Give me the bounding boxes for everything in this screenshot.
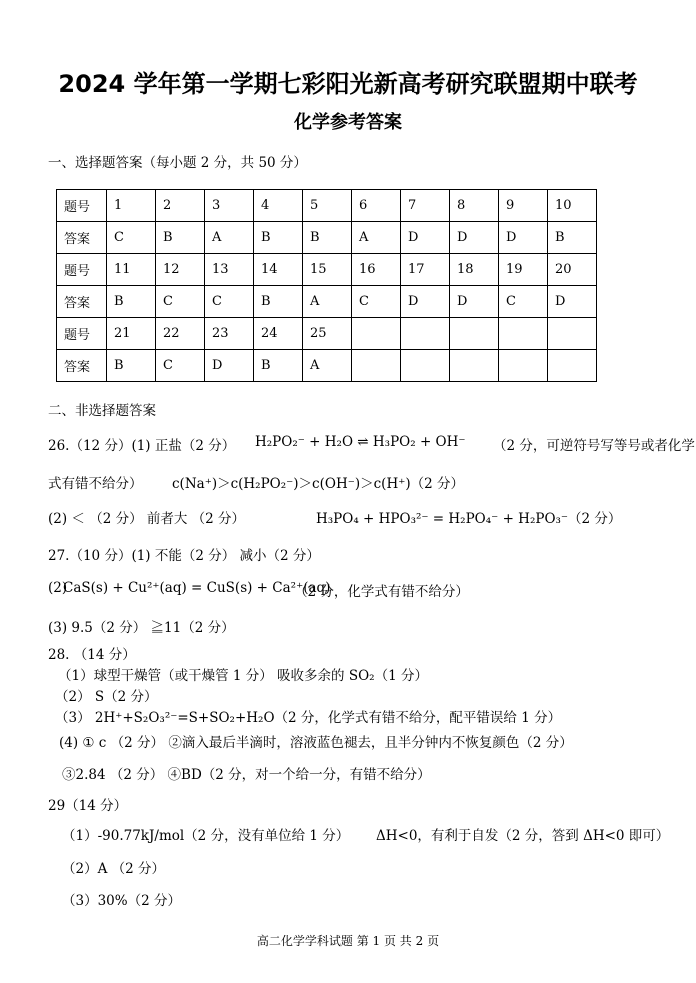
- q29-part2: （2）A （2 分）: [62, 861, 166, 877]
- table-cell: B: [107, 350, 156, 382]
- table-row-label: 题号: [57, 318, 107, 350]
- table-row: [57, 254, 597, 286]
- table-cell: [401, 350, 450, 382]
- table-row: [57, 222, 597, 254]
- table-cell: B: [107, 286, 156, 318]
- table-cell: [450, 318, 499, 350]
- q27-line2-note: （2 分，化学式有错不给分）: [294, 584, 469, 600]
- table-cell: 15: [303, 254, 352, 286]
- table-cell: 21: [107, 318, 156, 350]
- q26-line1-prefix: 26.（12 分）(1) 正盐（2 分）: [48, 438, 236, 454]
- table-cell: [499, 318, 548, 350]
- table-row-label: 题号: [57, 190, 107, 222]
- q28-part2: （2） S（2 分）: [55, 689, 158, 705]
- q26-equation-2: H₃PO₄ + HPO₃²⁻ = H₂PO₄⁻ + H₂PO₃⁻（2 分）: [316, 511, 622, 527]
- page-subtitle: 化学参考答案: [294, 112, 402, 133]
- table-cell: [548, 350, 597, 382]
- table-cell: 4: [254, 190, 303, 222]
- table-cell: C: [156, 286, 205, 318]
- table-cell: B: [548, 222, 597, 254]
- table-cell: 13: [205, 254, 254, 286]
- table-cell: 14: [254, 254, 303, 286]
- table-cell: 9: [499, 190, 548, 222]
- q29-part3: （3）30%（2 分）: [62, 893, 181, 909]
- table-cell: 24: [254, 318, 303, 350]
- table-cell: 23: [205, 318, 254, 350]
- q26-equation-1: H₂PO₂⁻ + H₂O ⇌ H₃PO₂ + OH⁻: [255, 434, 466, 450]
- table-row: [57, 190, 597, 222]
- table-cell: [352, 350, 401, 382]
- table-row: [57, 318, 597, 350]
- table-cell: 17: [401, 254, 450, 286]
- table-cell: [450, 350, 499, 382]
- table-cell: C: [107, 222, 156, 254]
- table-row: [57, 350, 597, 382]
- table-cell: D: [450, 286, 499, 318]
- q29-part1: （1）-90.77kJ/mol（2 分，没有单位给 1 分）: [62, 828, 350, 844]
- table-row-label: 题号: [57, 254, 107, 286]
- section-choice-heading: 一、选择题答案（每小题 2 分，共 50 分）: [48, 155, 307, 171]
- table-row-label: 答案: [57, 222, 107, 254]
- table-cell: B: [156, 222, 205, 254]
- table-cell: D: [401, 222, 450, 254]
- table-cell: B: [254, 222, 303, 254]
- q27-equation: CaS(s) + Cu²⁺(aq) = CuS(s) + Ca²⁺(aq): [63, 580, 331, 596]
- q28-part4-continued: ③2.84 （2 分） ④BD（2 分，对一个给一分，有错不给分）: [62, 767, 431, 783]
- q26-line1-note: （2 分，可逆符号写等号或者化学: [493, 438, 695, 454]
- q27-line3: (3) 9.5（2 分） ≧11（2 分）: [48, 620, 235, 636]
- table-cell: D: [499, 222, 548, 254]
- table-cell: D: [401, 286, 450, 318]
- table-cell: 19: [499, 254, 548, 286]
- table-cell: A: [303, 350, 352, 382]
- table-cell: 16: [352, 254, 401, 286]
- q27-line1: 27.（10 分）(1) 不能（2 分） 减小（2 分）: [48, 548, 320, 564]
- table-cell: 5: [303, 190, 352, 222]
- table-cell: A: [303, 286, 352, 318]
- table-cell: A: [205, 222, 254, 254]
- q29-part1-note: ΔH<0，有利于自发（2 分，答到 ΔH<0 即可）: [376, 828, 670, 844]
- table-cell: 10: [548, 190, 597, 222]
- table-cell: 2: [156, 190, 205, 222]
- answer-table: [56, 189, 597, 382]
- table-cell: 12: [156, 254, 205, 286]
- table-cell: 18: [450, 254, 499, 286]
- table-cell: [352, 318, 401, 350]
- table-cell: B: [254, 286, 303, 318]
- table-cell: D: [205, 350, 254, 382]
- q26-line3-prefix: (2) ＜ （2 分） 前者大 （2 分）: [48, 511, 246, 527]
- q28-part3: （3） 2H⁺+S₂O₃²⁻=S+SO₂+H₂O（2 分，化学式有错不给分，配平错误给 1 分）: [55, 710, 562, 726]
- table-row-label: 答案: [57, 286, 107, 318]
- table-cell: 20: [548, 254, 597, 286]
- table-cell: 7: [401, 190, 450, 222]
- q29-heading: 29（14 分）: [48, 798, 128, 814]
- table-cell: C: [156, 350, 205, 382]
- table-cell: [401, 318, 450, 350]
- section-nonchoice-heading: 二、非选择题答案: [48, 403, 156, 419]
- table-cell: [548, 318, 597, 350]
- table-row-label: 答案: [57, 350, 107, 382]
- table-cell: C: [205, 286, 254, 318]
- table-cell: B: [254, 350, 303, 382]
- q26-line2-note: 式有错不给分）: [48, 476, 143, 492]
- table-cell: [499, 350, 548, 382]
- table-cell: C: [499, 286, 548, 318]
- table-row: [57, 286, 597, 318]
- q28-part4: (4) ① c （2 分） ②滴入最后半滴时，溶液蓝色褪去，且半分钟内不恢复颜色（2 分）: [59, 735, 573, 751]
- table-cell: 8: [450, 190, 499, 222]
- q27-line2-prefix: (2): [48, 580, 68, 596]
- table-cell: 1: [107, 190, 156, 222]
- table-cell: 22: [156, 318, 205, 350]
- table-cell: A: [352, 222, 401, 254]
- page-footer: 高二化学学科试题 第 1 页 共 2 页: [256, 934, 440, 948]
- table-cell: 25: [303, 318, 352, 350]
- table-cell: D: [548, 286, 597, 318]
- q28-heading: 28. （14 分）: [48, 647, 136, 663]
- page-title: 2024 学年第一学期七彩阳光新高考研究联盟期中联考: [58, 70, 638, 98]
- table-cell: C: [352, 286, 401, 318]
- q26-inequality: c(Na⁺)＞c(H₂PO₂⁻)＞c(OH⁻)＞c(H⁺)（2 分）: [172, 476, 464, 492]
- table-cell: B: [303, 222, 352, 254]
- table-cell: D: [450, 222, 499, 254]
- table-cell: 3: [205, 190, 254, 222]
- table-cell: 11: [107, 254, 156, 286]
- table-cell: 6: [352, 190, 401, 222]
- q28-part1: （1）球型干燥管（或干燥管 1 分） 吸收多余的 SO₂（1 分）: [58, 668, 428, 684]
